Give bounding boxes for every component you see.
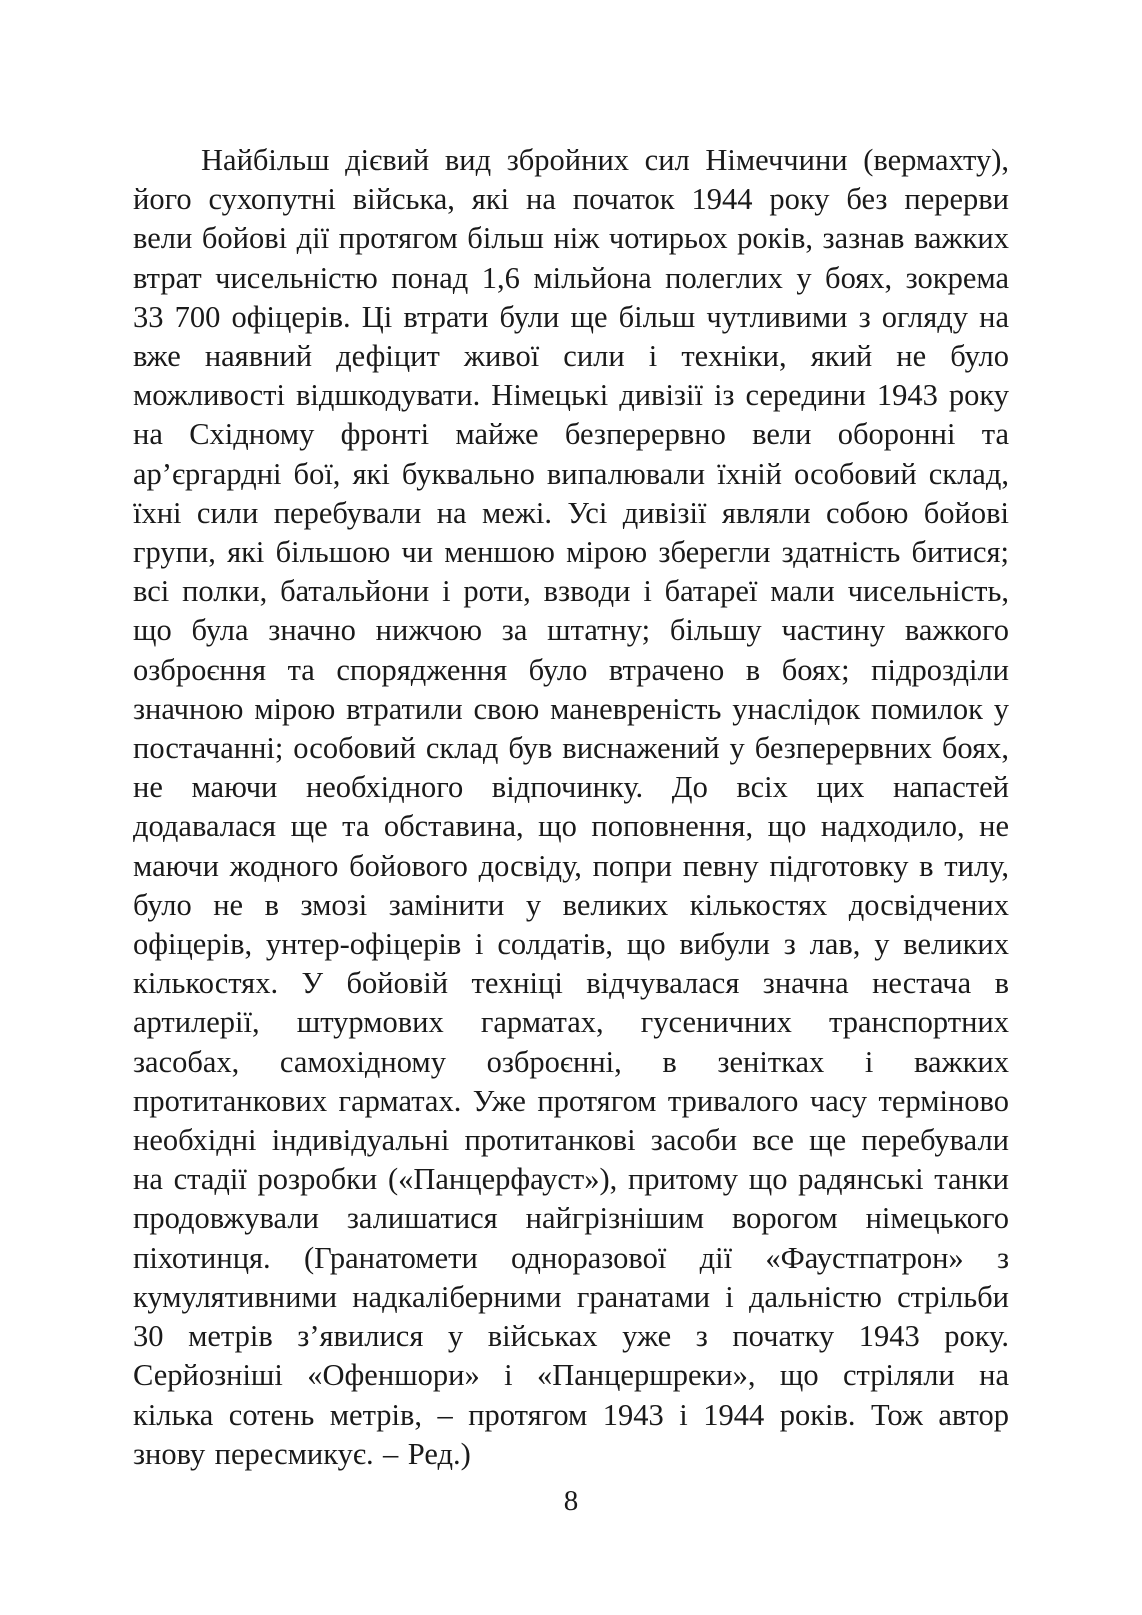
page-text-block (133, 141, 1009, 1474)
page-number: 8 (563, 1485, 579, 1517)
body-paragraph: Найбільш дієвий вид збройних сил Німеччини (вермахту), його сухопутні війська, які на початок 1944 року без перерви вели бойові дії протягом більш ніж чотирьох років, зазнав важких втрат чисельністю понад 1,6 мільйона полеглих у боях, зокрема 33 700 офіцерів. Ці втрати були ще більш чутливими з огляду на вже наявний дефіцит живої сили і техніки, який не було можливості відшкодувати. Німецькі дивізії із середини 1943 року на Східному фронті майже безперервно вели оборонні та ар’єргардні бої, які буквально випалювали їхній особовий склад, їхні сили перебували на межі. Усі дивізії являли собою бойові групи, які більшою чи меншою мірою зберегли здатність битися; всі полки, батальйони і роти, взводи і батареї мали чисельність, що була значно нижчою за штатну; більшу частину важкого озброєння та спорядження було втрачено в боях; підрозділи значною мірою втратили свою маневреність унаслідок помилок у постачанні; особовий склад був виснажений у безперервних боях, не маючи необхідного відпочинку. До всіх цих напастей додавалася ще та обставина, що поповнення, що надходило, не маючи жодного бойового досвіду, попри певну підготовку в тилу, було не в змозі замінити у великих кількостях досвідчених офіцерів, унтер-офіцерів і солдатів, що вибули з лав, у великих кількостях. У бойовій техніці відчувалася значна нестача в артилерії, штурмових гарматах, гусеничних транспортних засобах, самохідному озброєнні, в зенітках і важких протитанкових гарматах. Уже протягом тривалого часу терміново необхідні індивідуальні протитанкові засоби все ще перебували на стадії розробки («Панцерфауст»), притому що радянські танки продовжували залишатися найгрізнішим ворогом німецького піхотинця. (Гранатомети одноразової дії «Фаустпатрон» з кумулятивними надкаліберними гранатами і дальністю стрільби 30 метрів з’явилися у військах уже з початку 1943 року. Серйозніші «Офеншори» і «Панцершреки», що стріляли на кілька сотень метрів, – протягом 1943 і 1944 років. Тож автор знову пересмикує. – Ред.) (133, 143, 1009, 1471)
